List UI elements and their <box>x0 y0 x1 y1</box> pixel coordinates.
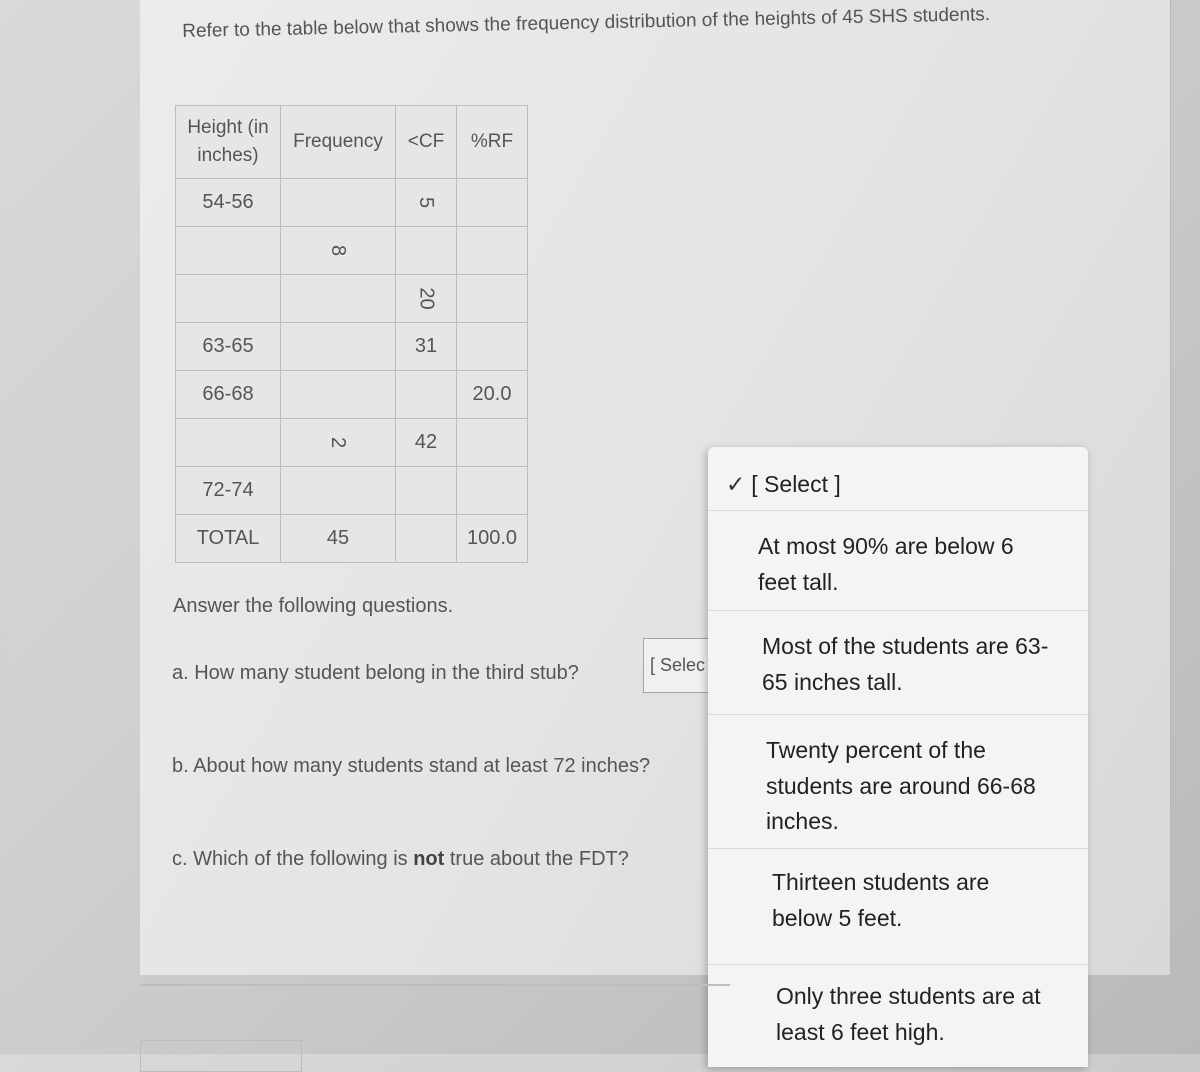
table-row <box>176 227 528 275</box>
question-c-suffix: true about the FDT? <box>449 848 629 870</box>
table-cell-value: 20 <box>415 287 438 310</box>
table-cell <box>457 419 528 467</box>
dropdown-option[interactable]: At most 90% are below 6 feet tall. <box>708 525 1088 611</box>
table-cell <box>281 371 396 419</box>
table-cell: 20.0 <box>457 371 528 419</box>
dropdown-option[interactable]: Twenty percent of the students are around 66-68 inches. <box>708 729 1088 849</box>
table-cell <box>396 467 457 515</box>
table-cell <box>281 275 396 323</box>
dropdown-option[interactable]: Only three students are at least 6 feet high. <box>776 983 1041 1045</box>
table-cell <box>281 419 396 467</box>
table-cell: 45 <box>281 515 396 563</box>
dropdown-option[interactable]: Thirteen students are below 5 feet. <box>708 865 1088 965</box>
table-cell: TOTAL <box>176 515 281 563</box>
table-cell: 100.0 <box>457 515 528 563</box>
dropdown-option-select[interactable] <box>708 447 1088 511</box>
checkmark-icon: ✓ <box>726 471 746 497</box>
frequency-table <box>175 105 528 563</box>
intro-text: Refer to the table below that shows the frequency distribution of the heights of 45 SHS students. <box>182 4 991 42</box>
table-row <box>176 467 528 515</box>
question-c-prefix: c. Which of the following is <box>172 848 408 870</box>
table-cell: 63-65 <box>176 323 281 371</box>
question-c-bold: not <box>413 848 445 870</box>
table-cell <box>396 275 457 323</box>
table-cell <box>396 179 457 227</box>
table-cell <box>457 227 528 275</box>
table-cell <box>396 227 457 275</box>
table-cell <box>281 467 396 515</box>
table-cell <box>396 371 457 419</box>
table-cell <box>176 275 281 323</box>
question-a-select[interactable]: [ Selec <box>643 638 715 693</box>
table-row <box>176 419 528 467</box>
table-row-total <box>176 515 528 563</box>
answer-heading: Answer the following questions. <box>173 595 454 617</box>
question-a: a. How many student belong in the third stub? <box>172 662 579 684</box>
table-cell: 66-68 <box>176 371 281 419</box>
table-cell <box>176 227 281 275</box>
table-row <box>176 179 528 227</box>
question-c <box>172 848 629 871</box>
header-rf: %RF <box>457 106 528 179</box>
divider <box>140 984 730 986</box>
table-cell <box>281 323 396 371</box>
table-cell <box>281 227 396 275</box>
table-cell <box>457 467 528 515</box>
table-cell-value: 2 <box>327 436 350 449</box>
table-cell: 31 <box>396 323 457 371</box>
table-cell <box>457 323 528 371</box>
table-row <box>176 323 528 371</box>
table-cell <box>457 275 528 323</box>
header-cf: <CF <box>396 106 457 179</box>
table-cell <box>457 179 528 227</box>
table-cell <box>281 179 396 227</box>
dropdown-option-label: [ Select ] <box>751 471 841 497</box>
table-cell: 42 <box>396 419 457 467</box>
table-cell-value: 8 <box>327 244 350 257</box>
dropdown-option[interactable]: Most of the students are 63-65 inches tall. <box>708 625 1088 715</box>
header-frequency: Frequency <box>281 106 396 179</box>
table-row <box>176 371 528 419</box>
table-cell: 72-74 <box>176 467 281 515</box>
table-row <box>176 275 528 323</box>
table-cell-value: 5 <box>415 196 438 209</box>
table-cell: 54-56 <box>176 179 281 227</box>
header-height: Height (in inches) <box>176 106 281 179</box>
answer-dropdown <box>708 447 1088 1067</box>
next-question-box <box>140 1040 302 1072</box>
question-b: b. About how many students stand at least 72 inches? <box>172 755 651 777</box>
table-header-row <box>176 106 528 179</box>
table-cell <box>396 515 457 563</box>
table-cell <box>176 419 281 467</box>
